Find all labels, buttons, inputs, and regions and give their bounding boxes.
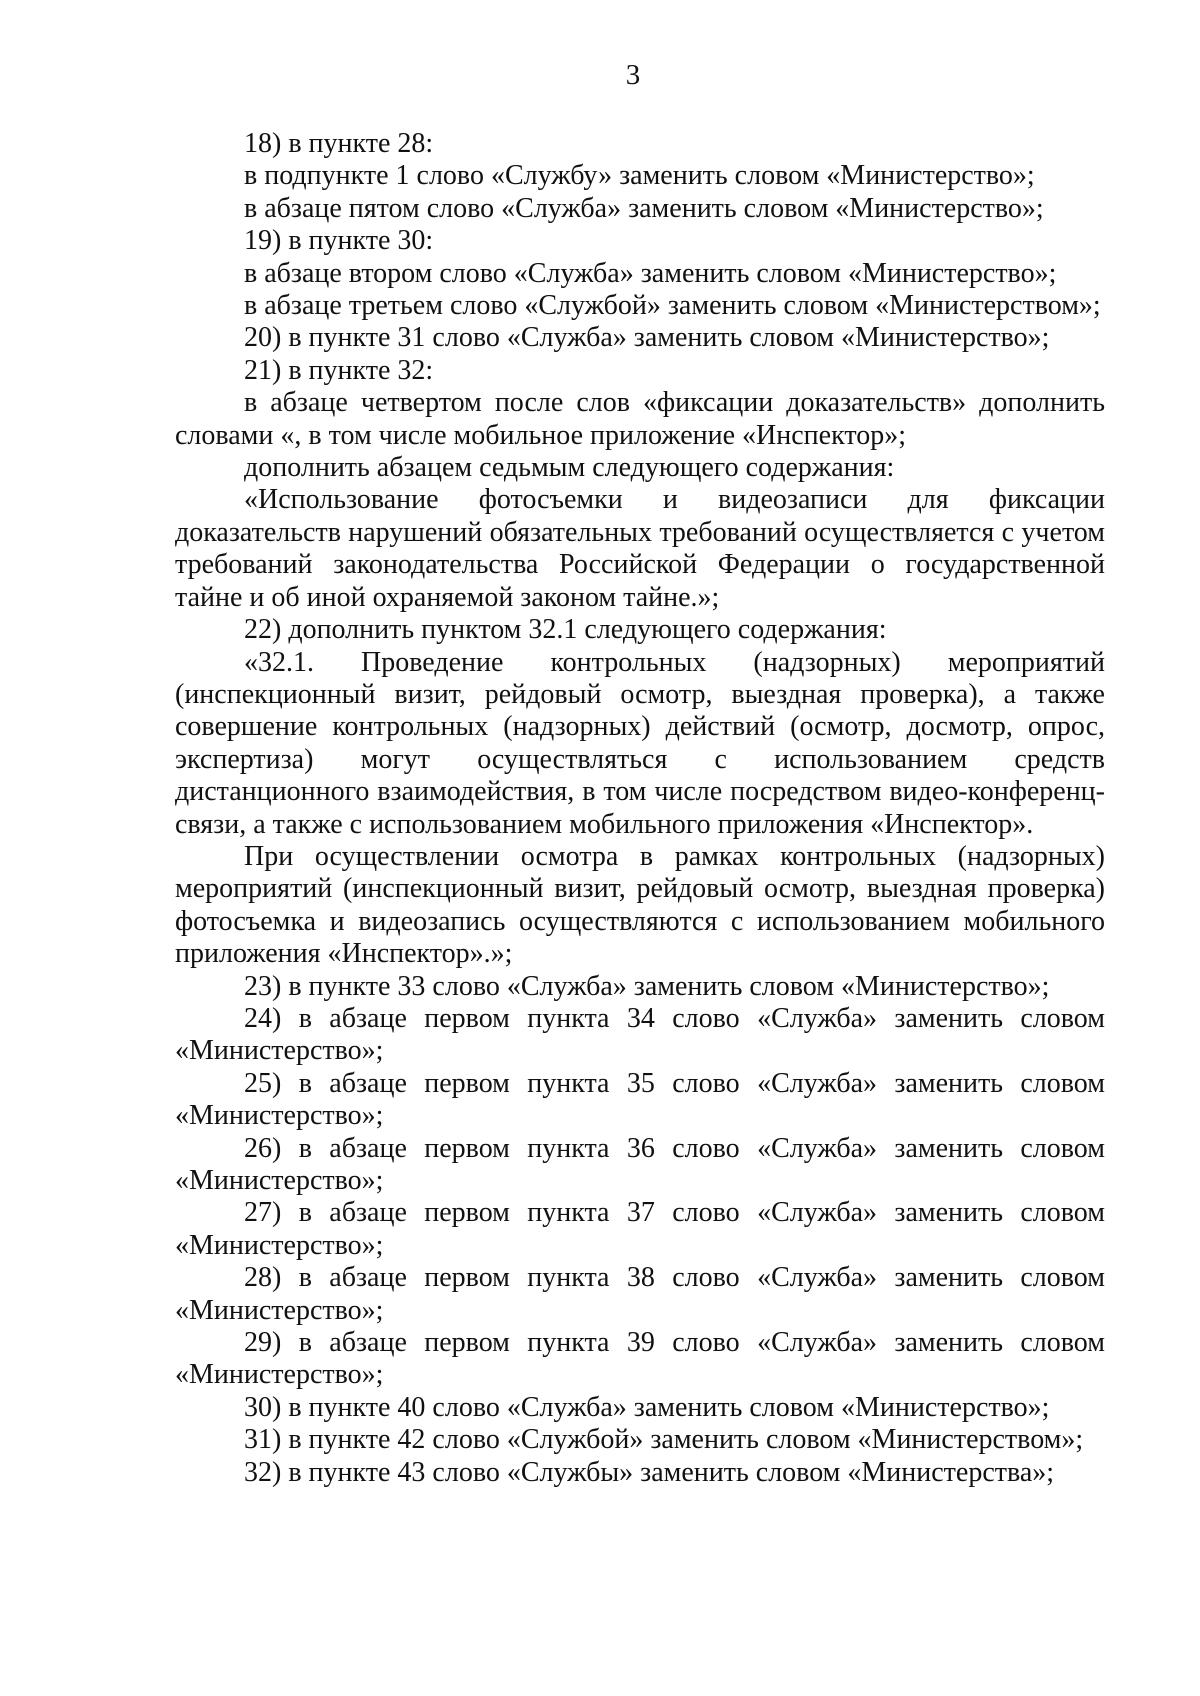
document-paragraph: в подпункте 1 слово «Службу» заменить словом «Министерство»; — [244, 160, 1035, 192]
document-paragraph: При осуществлении осмотра в рамках контрольных (надзорных) мероприятий (инспекционный визит, рейдовый осмотр, выездная проверка) фотосъемка и видеозапись осуществляются с использованием мобильного приложения «Инспектор».»; — [175, 840, 1105, 970]
document-paragraph: в абзаце третьем слово «Службой» заменить словом «Министерством»; — [244, 290, 1101, 322]
document-paragraph: 22) дополнить пунктом 32.1 следующего содержания: — [244, 614, 887, 646]
document-paragraph: 27) в абзаце первом пункта 37 слово «Служба» заменить словом «Министерство»; — [175, 1197, 1105, 1261]
document-paragraph: 30) в пункте 40 слово «Служба» заменить словом «Министерство»; — [244, 1391, 1050, 1423]
document-paragraph: 32) в пункте 43 слово «Службы» заменить словом «Министерства»; — [244, 1456, 1055, 1488]
document-paragraph: в абзаце четвертом после слов «фиксации доказательств» дополнить словами «, в том числе мобильное приложение «Инспектор»; — [175, 387, 1105, 451]
document-paragraph: «32.1. Проведение контрольных (надзорных) мероприятий (инспекционный визит, рейдовый осмотр, выездная проверка), а также совершение контрольных (надзорных) действий (осмотр, досмотр, опрос, экспертиза) могут осуществляться с использованием средств дистанционного взаимодействия, в том числе посредством видео-конференц-связи, а также с использованием мобильного приложения «Инспектор». — [175, 646, 1105, 840]
document-paragraph: 24) в абзаце первом пункта 34 слово «Служба» заменить словом «Министерство»; — [175, 1002, 1105, 1067]
document-paragraph: 23) в пункте 33 слово «Служба» заменить словом «Министерство»; — [244, 970, 1050, 1002]
document-paragraph: дополнить абзацем седьмым следующего содержания: — [244, 452, 895, 484]
document-paragraph: «Использование фотосъемки и видеозаписи для фиксации доказательств нарушений обязательных требований осуществляется с учетом требований законодательства Российской Федерации о государственной тайне и об иной охраняемой законом тайне.»; — [175, 484, 1105, 613]
document-paragraph: 26) в абзаце первом пункта 36 слово «Служба» заменить словом «Министерство»; — [175, 1132, 1105, 1196]
document-paragraph: 18) в пункте 28: — [244, 128, 434, 159]
document-paragraph: 29) в абзаце первом пункта 39 слово «Служба» заменить словом «Министерство»; — [175, 1327, 1105, 1391]
page-number: 3 — [625, 59, 641, 91]
document-paragraph: в абзаце пятом слово «Служба» заменить словом «Министерство»; — [244, 192, 1044, 224]
document-paragraph: 21) в пункте 32: — [244, 354, 434, 386]
document-paragraph: 20) в пункте 31 слово «Служба» заменить словом «Министерство»; — [244, 322, 1050, 354]
document-paragraph: 28) в абзаце первом пункта 38 слово «Служба» заменить словом «Министерство»; — [175, 1262, 1105, 1326]
document-body — [175, 128, 1105, 1489]
document-paragraph: 31) в пункте 42 слово «Службой» заменить словом «Министерством»; — [244, 1424, 1084, 1456]
document-paragraph: 19) в пункте 30: — [244, 225, 434, 257]
document-paragraph: 25) в абзаце первом пункта 35 слово «Служба» заменить словом «Министерство»; — [175, 1067, 1105, 1132]
document-paragraph: в абзаце втором слово «Служба» заменить словом «Министерство»; — [244, 257, 1057, 289]
